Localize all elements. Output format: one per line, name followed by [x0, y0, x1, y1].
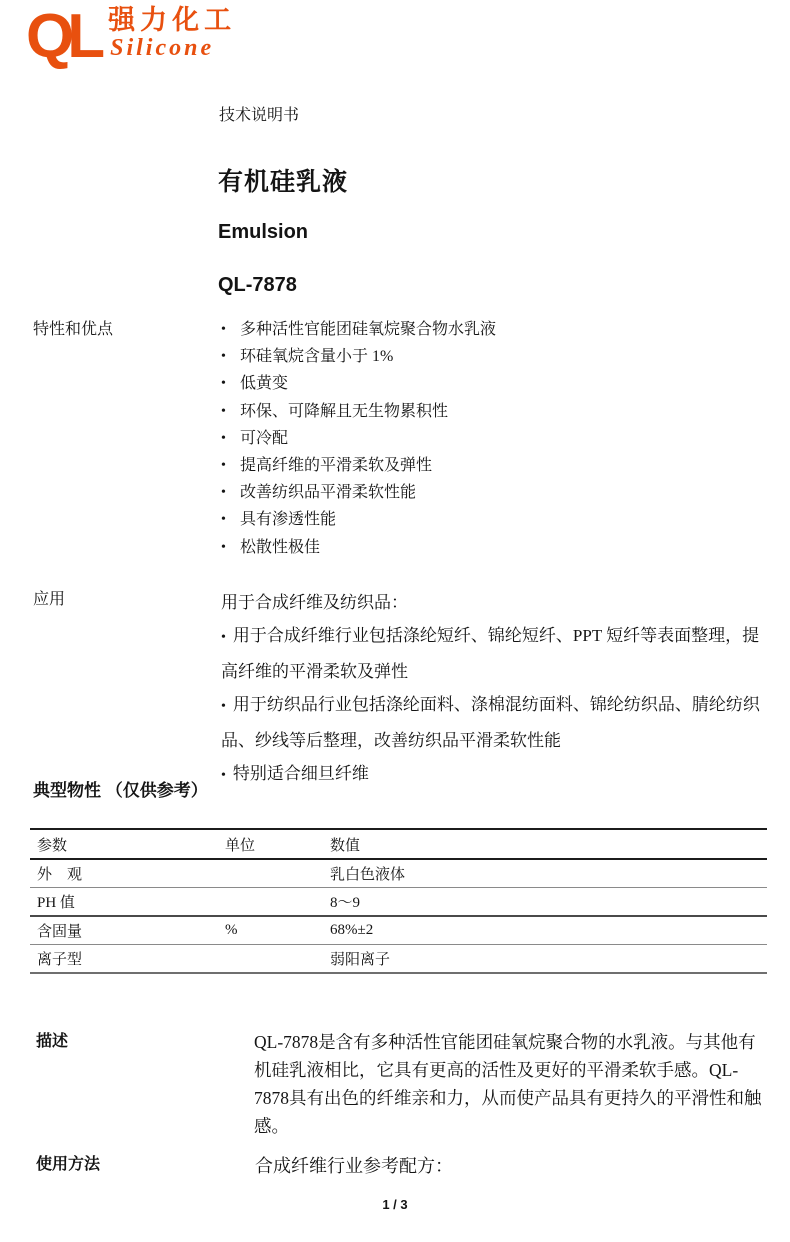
product-title-en: Emulsion [218, 221, 309, 243]
page-number: 1 / 3 [382, 1197, 408, 1212]
list-item [221, 479, 776, 506]
list-item [221, 757, 773, 792]
company-logo [26, 2, 236, 72]
table-row [30, 945, 767, 972]
usage-section-label: 使用方法 [36, 1156, 101, 1173]
table-row [30, 860, 767, 887]
logo-wordmark [108, 2, 236, 61]
list-item [221, 506, 776, 533]
list-item [221, 688, 773, 757]
bullet-icon: • [221, 699, 226, 715]
bullet-icon: • [221, 322, 226, 337]
bullet-icon: • [221, 512, 226, 528]
application-item-text: 特别适合细旦纤维 [232, 764, 369, 784]
cell-value: 弱阳离子 [330, 952, 391, 968]
column-header: 数值 [330, 837, 361, 854]
feature-text: 低黄变 [240, 375, 289, 393]
properties-heading: 典型物性 （仅供参考） [33, 781, 208, 800]
table-border-bottom [30, 972, 767, 974]
bullet-icon: • [221, 630, 226, 646]
bullet-icon: • [221, 485, 226, 501]
description-section-label: 描述 [36, 1033, 69, 1050]
application-intro: 用于合成纤维及纺织品： [221, 593, 408, 612]
features-section-label: 特性和优点 [33, 321, 114, 338]
feature-text: 多种活性官能团硅氧烷聚合物水乳液 [240, 321, 497, 338]
bullet-icon: • [221, 403, 226, 419]
cell-parameter: 外 观 [37, 867, 83, 883]
cell-parameter: 含固量 [37, 924, 83, 940]
logo-company-name-cn: 强力化工 [108, 5, 237, 35]
properties-table [30, 828, 767, 974]
logo-monogram-icon: QL [26, 2, 99, 71]
product-title-cn: 有机硅乳液 [218, 169, 349, 196]
usage-text: 合成纤维行业参考配方： [255, 1156, 453, 1176]
list-item [221, 398, 776, 425]
cell-parameter: PH 值 [37, 895, 75, 911]
feature-text: 环硅氧烷含量小于 1% [240, 348, 394, 366]
bullet-icon: • [221, 539, 226, 555]
feature-text: 改善纺织品平滑柔软性能 [240, 484, 417, 502]
column-header: 单位 [225, 837, 256, 854]
feature-text: 松散性极佳 [240, 538, 321, 556]
cell-value: 8～9 [330, 895, 361, 911]
features-list [221, 316, 776, 561]
product-code: QL-7878 [218, 274, 297, 296]
cell-unit: % [225, 922, 238, 938]
feature-text: 具有渗透性能 [240, 511, 337, 529]
application-content [221, 586, 773, 792]
feature-text: 提高纤维的平滑柔软及弹性 [240, 457, 433, 475]
cell-value: 68%±2 [330, 922, 374, 938]
list-item [221, 425, 776, 452]
column-header: 参数 [37, 837, 68, 854]
list-item [221, 343, 776, 370]
list-item [221, 619, 773, 688]
table-header-row [30, 830, 767, 858]
cell-parameter: 离子型 [37, 952, 83, 968]
bullet-icon: • [221, 458, 226, 474]
bullet-icon: • [221, 768, 226, 784]
description-text: QL-7878是含有多种活性官能团硅氧烷聚合物的水乳液。与其他有机硅乳液相比，它具有更高的活性及更好的平滑柔软手感。QL-7878具有出色的纤维亲和力，从而使产品具有更持久的平滑性和触感。 [254, 1032, 762, 1136]
application-section-label: 应用 [33, 591, 66, 608]
table-row [30, 888, 767, 915]
feature-text: 可冷配 [240, 429, 289, 447]
cell-value: 乳白色液体 [330, 867, 406, 883]
table-row [30, 917, 767, 944]
list-item [221, 452, 776, 479]
logo-company-name-en: Silicone [110, 35, 215, 61]
bullet-icon: • [221, 430, 226, 446]
feature-text: 环保、可降解且无生物累积性 [240, 402, 449, 420]
doc-type-label: 技术说明书 [219, 107, 300, 124]
list-item [221, 370, 776, 397]
list-item [221, 534, 776, 561]
application-item-text: 用于合成纤维行业包括涤纶短纤、锦纶短纤、PPT 短纤等表面整理，提高纤维的平滑柔软及弹性 [221, 626, 760, 681]
bullet-icon: • [221, 376, 226, 392]
application-item-text: 用于纺织品行业包括涤纶面料、涤棉混纺面料、锦纶纺织品、腈纶纺织品、纱线等后整理，改善纺织品平滑柔软性能 [221, 695, 760, 750]
bullet-icon: • [221, 349, 226, 365]
list-item [221, 316, 776, 343]
